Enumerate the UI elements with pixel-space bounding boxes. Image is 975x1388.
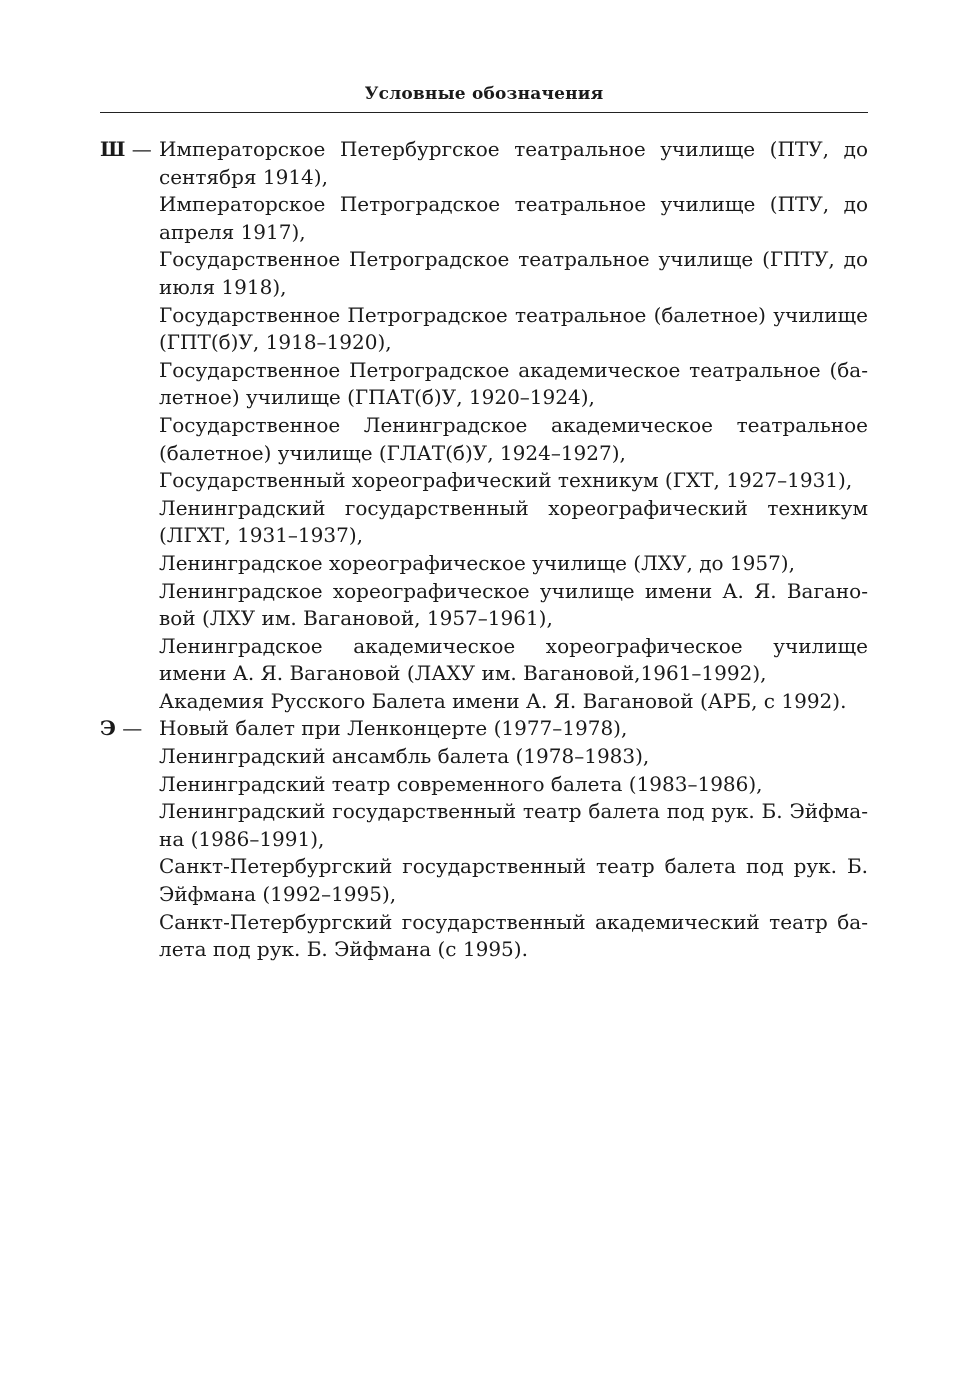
- list-item: Академия Русского Балета имени А. Я. Вагановой (АРБ, с 1992).: [159, 688, 847, 713]
- list-item: Императорское Петроградское театральное училище (ПТУ, до апреля 1917),: [159, 192, 868, 244]
- list-item: Государственное Петроградское театральное (балетное) училище (ГПТ(б)У, 1918–1920),: [159, 302, 868, 355]
- abbreviation-group-sh: [100, 136, 868, 715]
- group-entries: [159, 715, 868, 963]
- running-head: Условные обозначения: [364, 84, 604, 104]
- list-item: Санкт-Петербургский государственный академический театр балета под рук. Б. Эйфмана (с 1995).: [159, 909, 868, 962]
- header-rule: [100, 112, 868, 113]
- group-letter: Э: [100, 716, 116, 741]
- list-item: Санкт-Петербургский государственный театр балета под рук. Б. Эйфмана (1992–1995),: [159, 854, 868, 907]
- list-item: Ленинградское хореографическое училище (ЛХУ, до 1957),: [159, 550, 795, 575]
- list-item: Ленинградский ансамбль балета (1978–1983),: [159, 744, 650, 769]
- group-dash: —: [131, 137, 152, 161]
- list-item: Государственный хореографический техникум (ГХТ, 1927–1931),: [159, 468, 853, 493]
- list-item: Ленинградский государственный театр балета под рук. Б. Эйфмана (1986–1991),: [159, 799, 868, 851]
- abbreviations-list: [100, 136, 868, 964]
- list-item: Ленинградский государственный хореографический техникум (ЛГХТ, 1931–1937),: [159, 495, 868, 548]
- list-item: Ленинградский театр современного балета (1983–1986),: [159, 771, 763, 796]
- list-item: Ленинградское хореографическое училище имени А. Я. Вагановой (ЛХУ им. Вагановой, 1957–1961),: [159, 578, 868, 631]
- abbreviation-group-e: [100, 715, 868, 963]
- group-letter: Ш: [100, 137, 126, 161]
- list-item: Государственное Ленинградское академическое театральное (балетное) училище (ГЛАТ(б)У, 1924–1927),: [159, 412, 868, 465]
- group-marker: [100, 715, 160, 743]
- list-item: Государственное Петроградское академическое театральное (балетное) училище (ГПАТ(б)У, 1920–1924),: [159, 357, 868, 410]
- list-item: Новый балет при Ленконцерте (1977–1978),: [159, 716, 628, 741]
- list-item: Государственное Петроградское театральное училище (ГПТУ, до июля 1918),: [159, 247, 868, 299]
- group-dash: —: [122, 716, 143, 741]
- list-item: Ленинградское академическое хореографическое училище имени А. Я. Вагановой (ЛАХУ им. Вагановой,1961–1992),: [159, 633, 868, 686]
- group-entries: [159, 136, 868, 715]
- group-marker: [100, 136, 160, 164]
- list-item: Императорское Петербургское театральное училище (ПТУ, до сентября 1914),: [159, 137, 868, 189]
